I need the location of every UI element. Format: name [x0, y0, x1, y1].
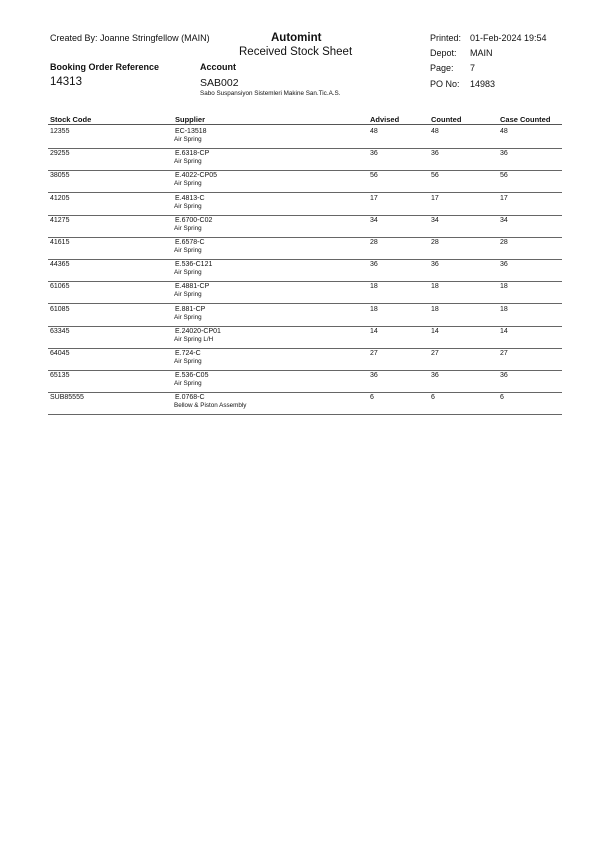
stock-code-cell: 61065	[50, 283, 70, 291]
stock-code-cell: 44365	[50, 261, 70, 269]
supplier-code-cell: E.536-C05	[175, 372, 209, 380]
case-counted-cell: 18	[500, 305, 508, 313]
table-row	[48, 148, 562, 171]
item-description: Air Spring	[174, 380, 202, 388]
item-description: Air Spring	[174, 358, 202, 365]
supplier-code-cell: EC-13518	[175, 128, 207, 135]
page-value: 7	[470, 63, 476, 73]
supplier-code-cell: E.6318-CP	[175, 150, 210, 158]
depot-label: Depot:	[430, 48, 457, 58]
counted-cell: 34	[431, 216, 439, 224]
po-value: 14983	[470, 79, 496, 89]
supplier-code-cell: E.4813-C	[175, 194, 205, 202]
counted-cell: 17	[431, 194, 439, 202]
column-header-advised: Advised	[370, 115, 400, 124]
advised-cell: 18	[370, 283, 378, 291]
supplier-code-cell: E.724-C	[175, 350, 201, 357]
supplier-code-cell: E.0768-C	[175, 394, 205, 402]
case-counted-cell: 36	[500, 150, 508, 158]
case-counted-cell: 48	[500, 128, 508, 135]
case-counted-cell: 14	[500, 327, 508, 335]
booking-order-label: Booking Order Reference	[50, 62, 160, 72]
counted-cell: 28	[431, 239, 439, 246]
depot-value: MAIN	[470, 48, 493, 58]
counted-cell: 36	[431, 261, 439, 269]
advised-cell: 27	[370, 350, 378, 357]
item-description: Air Spring	[174, 247, 202, 254]
stock-code-cell: 38055	[50, 172, 70, 180]
supplier-code-cell: E.6578-C	[175, 239, 205, 246]
stock-code-cell: 29255	[50, 150, 70, 158]
table-row	[48, 193, 562, 216]
column-header-counted: Counted	[431, 115, 462, 124]
stock-code-cell: 63345	[50, 327, 70, 335]
item-description: Air Spring	[174, 180, 202, 188]
stock-code-cell: 61085	[50, 305, 70, 313]
case-counted-cell: 28	[500, 239, 508, 246]
case-counted-cell: 56	[500, 172, 508, 180]
printed-value: 01-Feb-2024 19:54	[470, 33, 547, 43]
item-description: Air Spring	[174, 202, 202, 210]
company-name: Automint	[271, 32, 322, 44]
advised-cell: 34	[370, 216, 378, 224]
advised-cell: 28	[370, 239, 378, 246]
case-counted-cell: 27	[500, 350, 508, 357]
table-row	[48, 170, 562, 193]
counted-cell: 36	[431, 372, 439, 380]
case-counted-cell: 36	[500, 261, 508, 269]
case-counted-cell: 6	[500, 394, 504, 402]
table-row	[48, 326, 562, 349]
item-description: Air Spring	[174, 269, 202, 277]
advised-cell: 6	[370, 394, 374, 402]
po-label: PO No:	[430, 79, 460, 89]
table-row	[48, 370, 562, 393]
item-description: Bellow & Piston Assembly	[174, 402, 247, 410]
column-header-case-counted: Case Counted	[500, 115, 551, 124]
item-description: Air Spring	[174, 291, 202, 299]
counted-cell: 6	[431, 394, 435, 402]
counted-cell: 27	[431, 350, 439, 357]
counted-cell: 56	[431, 172, 439, 180]
case-counted-cell: 17	[500, 194, 508, 202]
advised-cell: 36	[370, 261, 378, 269]
booking-order-value: 14313	[50, 76, 82, 88]
item-description: Air Spring	[174, 313, 202, 321]
stock-code-cell: 65135	[50, 372, 70, 380]
case-counted-cell: 18	[500, 283, 508, 291]
column-header-stock-code: Stock Code	[50, 115, 92, 124]
counted-cell: 48	[431, 128, 439, 135]
stock-code-cell: 12355	[50, 128, 70, 135]
printed-label: Printed:	[430, 33, 462, 43]
sheet-title: Received Stock Sheet	[239, 46, 353, 58]
counted-cell: 14	[431, 327, 439, 335]
item-description: Air Spring L/H	[174, 335, 214, 343]
advised-cell: 18	[370, 305, 378, 313]
column-header-supplier: Supplier	[175, 115, 206, 124]
table-row	[48, 304, 562, 327]
item-description: Air Spring	[174, 158, 202, 166]
supplier-code-cell: E.6700-C02	[175, 216, 213, 224]
supplier-code-cell: E.4022-CP05	[175, 172, 218, 180]
account-name: Sabo Suspansiyon Sistemleri Makine San.Tic.A.S.	[200, 90, 341, 97]
counted-cell: 18	[431, 283, 439, 291]
advised-cell: 14	[370, 327, 378, 335]
table-row	[48, 237, 562, 260]
account-code: SAB002	[200, 77, 239, 89]
advised-cell: 48	[370, 128, 378, 135]
table-row	[48, 259, 562, 282]
supplier-code-cell: E.881-CP	[175, 305, 206, 313]
case-counted-cell: 36	[500, 372, 508, 380]
advised-cell: 36	[370, 150, 378, 158]
counted-cell: 36	[431, 150, 439, 158]
table-row	[48, 281, 562, 304]
supplier-code-cell: E.24020-CP01	[175, 327, 221, 335]
stock-code-cell: 64045	[50, 350, 70, 357]
account-label: Account	[200, 62, 236, 72]
table-row	[48, 215, 562, 238]
created-by: Created By: Joanne Stringfellow (MAIN)	[50, 33, 210, 43]
advised-cell: 56	[370, 172, 378, 180]
case-counted-cell: 34	[500, 216, 508, 224]
supplier-code-cell: E.4881-CP	[175, 283, 210, 291]
header-divider	[48, 124, 562, 125]
stock-code-cell: 41205	[50, 194, 70, 202]
supplier-code-cell: E.536-C121	[175, 261, 213, 269]
item-description: Air Spring	[174, 224, 202, 232]
advised-cell: 36	[370, 372, 378, 380]
table-row	[48, 126, 562, 149]
page-label: Page:	[430, 63, 454, 73]
stock-code-cell: SUB85555	[50, 394, 84, 402]
table-row	[48, 392, 562, 415]
stock-code-cell: 41615	[50, 239, 70, 246]
counted-cell: 18	[431, 305, 439, 313]
item-description: Air Spring	[174, 136, 202, 143]
advised-cell: 17	[370, 194, 378, 202]
table-row	[48, 348, 562, 371]
stock-code-cell: 41275	[50, 216, 70, 224]
